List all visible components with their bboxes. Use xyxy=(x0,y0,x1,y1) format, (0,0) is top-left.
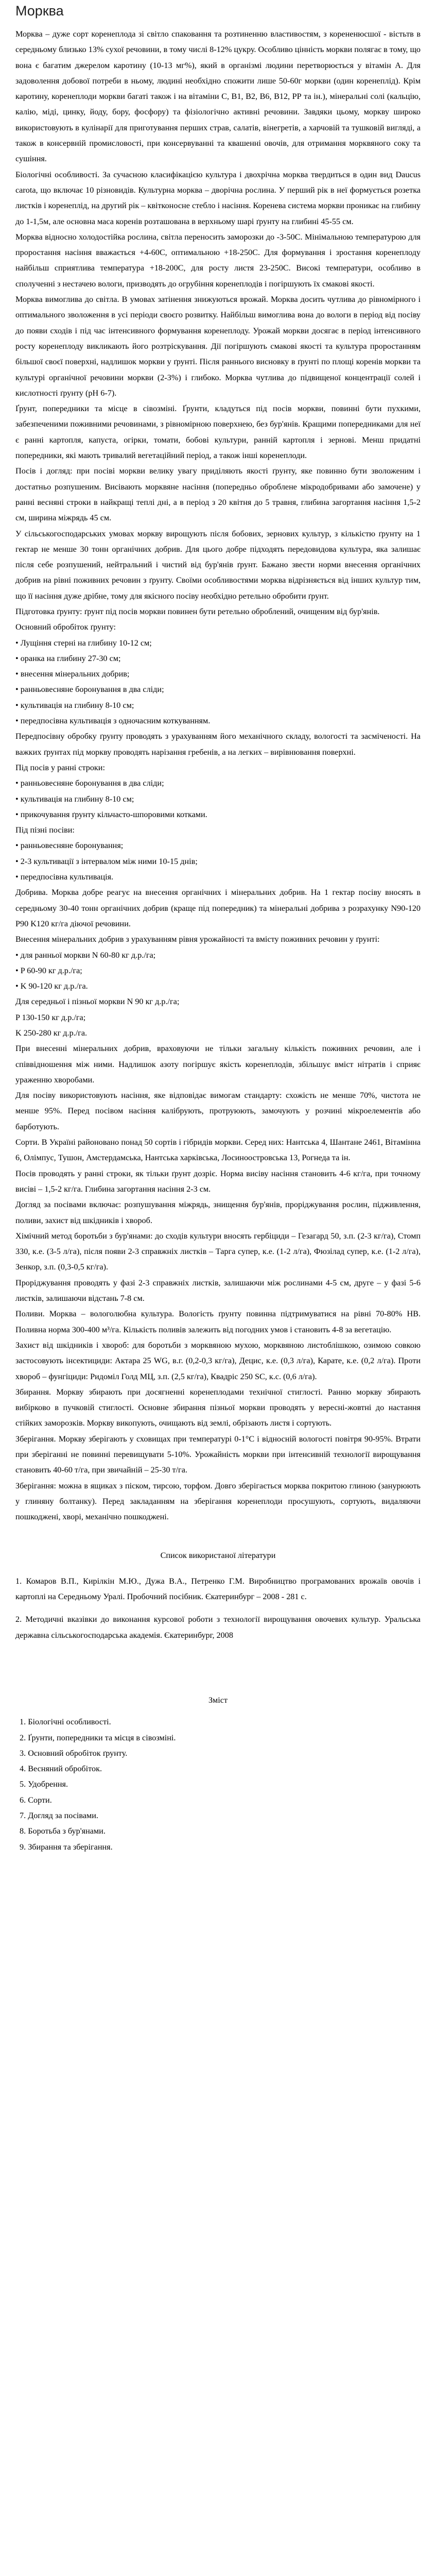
body-paragraph: • передпосівна культивація. xyxy=(15,872,114,882)
contents-item: 5. Удобрення. xyxy=(20,1780,68,1789)
contents-item: 2. Ґрунти, попередники та місця в сівозміні. xyxy=(20,1733,176,1742)
contents-item: 6. Сорти. xyxy=(20,1795,52,1805)
contents-title: Зміст xyxy=(208,1695,228,1705)
body-paragraph: Передпосівну обробку ґрунту проводять з урахуванням його механічного складу, вологості та засміченості. На важких ґрунтах під моркву проводять нарізання гребенів, а на легких – вирівнювання поверхні. xyxy=(15,732,421,757)
body-paragraph: • ранньовесняне боронування; xyxy=(15,841,124,851)
contents-list xyxy=(15,1714,421,1855)
contents-item: 1. Біологічні особливості. xyxy=(20,1717,111,1727)
body-paragraph: Догляд за посівами включає: розпушування міжрядь, знищення бур'янів, проріджування рослин, підживлення, поливи, захист від шкідників і хвороб. xyxy=(15,1200,421,1225)
body-paragraph: Для посіву використовують насіння, яке відповідає вимогам стандарту: схожість не менше 70%, чистота не менше 95%. Перед посівом насіння калібрують, протруюють, замочують у розчині мікроелементів або барботують. xyxy=(15,1091,421,1131)
body-paragraph: • передпосівна культивація з одночасним коткуванням. xyxy=(15,716,211,726)
body-paragraph: K 250-280 кг д.р./га. xyxy=(15,1028,88,1038)
contents-item: 8. Боротьба з бур'янами. xyxy=(20,1826,106,1836)
body-paragraph: Морква – дуже сорт коренеплода зі світло спаковання та розтиненню властивостям, з корененюсшої - вістьтв в середньому близько 13% сухої речовини, в тому числі 8-12% цукру. Особливо цінність моркви полягає в тому, що вона є багатим джерелом каротину (10-13 мг%), який в організмі людини перетворюється у вітамін А. Для задоволення добової потреби в ньому, людині необхідно спожити лише 50-60г моркви (один коренеплід). Крім каротину, коренеплоди моркви багаті також і на вітаміни С, В1, В2, В6, В12, РР та ін.), мінеральні солі (кальцію, калію, міді, цинку, йоду, бору, фосфору) та фізіологічно активні речовини. Завдяки цьому, моркву широко використовують в кулінарії для приготування перших страв, салатів, вінегретів, а харчовій та тушковій вигляді, а також в консервній промисловості, при консервуванні та квашенні овочів, для отримання морквяного соку та сушіння. xyxy=(15,29,421,164)
body-paragraph: Проріджування проводять у фазі 2-3 справжніх листків, залишаючи між рослинами 4-5 см, друге – у фазі 5-6 листків, залишаючи відстань 7-8 см. xyxy=(15,1278,421,1303)
body-paragraph: • для ранньої моркви N 60-80 кг д.р./га; xyxy=(15,950,156,960)
body-paragraph: • ранньовесняне боронування в два сліди; xyxy=(15,778,164,788)
body-paragraph: Внесення мінеральних добрив з урахуванням рівня урожайності та вмісту поживних речовин у ґрунті: xyxy=(15,935,380,944)
contents-item: 3. Основний обробіток ґрунту. xyxy=(20,1748,128,1758)
body-paragraph: Сорти. В Україні районовано понад 50 сортів і гібридів моркви. Серед них: Нантська 4, Шантане 2461, Вітамінна 6, Олімпус, Тушон, Амстердамська, Нантська харківська, Лосиноостровська 13, Рогнеда та ін. xyxy=(15,1138,421,1163)
contents-item: 7. Догляд за посівами. xyxy=(20,1811,98,1821)
body-paragraph: Захист від шкідників і хвороб: для боротьби з морквяною мухою, морквяною листоблішкою, озимою совкою застосовують інсектициди: Актара 25 WG, в.г. (0,2-0,3 кг/га), Децис, к.е. (0,3 л/га), Карате, к.е. (0,2 л/га). Проти хвороб – фунгіциди: Ридоміл Голд МЦ, з.п. (2,5 кг/га), Квадріс 250 SC, к.с. (0,6 л/га). xyxy=(15,1340,421,1381)
body-paragraph: • культивація на глибину 8-10 см; xyxy=(15,700,134,710)
body-paragraph: Під пізні посіви: xyxy=(15,825,75,835)
contents-item: 4. Весняний обробіток. xyxy=(20,1764,102,1774)
body-paragraph: • прикочування ґрунту кільчасто-шпоровими котками. xyxy=(15,809,207,819)
references-title: Список використаної літератури xyxy=(160,1550,276,1560)
body-paragraph: У сільськогосподарських умовах моркву вирощують після бобових, зернових культур, з кількістю ґрунту на 1 гектар не менше 30 тонн органічних добрив. Для цього добре підходять передовидова культура, яка залишає після себе розпушений, нейтральний і чистий від бур'янів ґрунт. Бажано звести норми внесення органічних добрив на рівні поживних речовин з ґрунту. Своїми особливостями морква відрізняється від інших культур тим, що її насіння дуже дрібне, тому для якісного посіву необхідно ретельно обробити ґрунт. xyxy=(15,529,421,601)
body-paragraph: Хімічний метод боротьби з бур'янами: до сходів культури вносять гербіциди – Гезагард 50, з.п. (2-3 кг/га), Стомп 330, к.е. (3-5 л/га), після появи 2-3 справжніх листків – Тарга супер, к.е. (1-2 л/га), Фюзілад супер, к.е. (1-2 л/га), Зенкор, з.п. (0,3-0,5 кг/га). xyxy=(15,1231,421,1272)
body-paragraph: Зберігання: можна в ящиках з піском, тирсою, торфом. Довго зберігається морква покритою глиною (занурюють у глиняну болтанку). Перед закладанням на зберігання коренеплоди просушують, сортують, видаляючи пошкоджені, хворі, механічно пошкоджені. xyxy=(15,1481,421,1522)
body-paragraph: Морква вимоглива до світла. В умовах затінення знижуються врожай. Морква досить чутлива до рівномірного і оптимального зволоження в усі періоди своєго розвитку. Найбільш вимоглива вона до вологи в період від посіву до появи сходів і під час інтенсивного формування коренеплоду. Урожай моркви досягає в період інтенсивного росту коренеплоду викликають його розтріскування. Дії погіршують смакові якості та культура проростанням більшої своєї поверхні, надлишок моркви у ґрунті. Після раннього висновку в ґрунті по площі коренів моркви та культурі органічної речовини моркви (2-3%) і глибоко. Морква чутлива до підвищеної концентрації солей і кислотності ґрунту (рН 6-7). xyxy=(15,295,421,398)
references-list xyxy=(15,1573,421,1643)
body-paragraph: • Лущіння стерні на глибину 10-12 см; xyxy=(15,638,152,648)
body-paragraph: Морква відносно холодостійка рослина, світла переносить заморозки до -3-50С. Мінімальною температурою для проростання насіння вважається +4-60С, оптимальною +18-250С. Для формування і зростання коренеплоду найбільш сприятлива температура +18-200С, для росту листя 23-250С. Високі температури, особливо в сполученні з нестачею вологи, призводять до огрубіння коренеплодів і погіршують їх смакові якості. xyxy=(15,232,421,289)
body-paragraph: Ґрунт, попередники та місце в сівозміні. Ґрунти, кладуться під посів моркви, повинні бути пухкими, забезпеченими поживними речовинами, з рівномірною поверхнею, без бур'янів. Кращими попередниками для неї є ранні картопля, капуста, огірки, томати, бобові культури, ранній картопля і зернові. Менш придатні попередники, які мають тривалий вегетаційний період, а також інші коренеплоди. xyxy=(15,404,421,461)
body-paragraph: Під посів у ранні строки: xyxy=(15,762,105,772)
body-paragraph: Добрива. Морква добре реагує на внесення органічних і мінеральних добрив. На 1 гектар посіву вносять в середньому 30-40 тонн органічних добрив (краще під попередник) та мінеральні добрива з розрахунку N90-120 P90 K120 кг/га діючої речовини. xyxy=(15,888,421,928)
body-paragraph: Підготовка ґрунту: ґрунт під посів моркви повинен бути ретельно оброблений, очищеним від бур'янів. xyxy=(15,606,380,616)
article-body xyxy=(15,26,421,1525)
body-paragraph: Посів і догляд: при посіві моркви велику увагу приділяють якості ґрунту, яке повинно бути зволоженим і достатньо розпушеним. Висівають морквяне насіння (попередньо оброблене мікродобривами або замочене) у ранні весняні строки в найкращі теплі дні, а в період з 20 квітня до 5 травня, глибина загортання насіння 1,5-2 см, ширина міжрядь 45 см. xyxy=(15,466,421,523)
reference-item: 1. Комаров В.П., Кирілкін М.Ю., Дужа В.А., Петренко Г.М. Виробництво програмованих врожаїв овочів і картоплі на Середньому Уралі. Пробочний посібник. Єкатеринбург – 2008 - 281 с. xyxy=(15,1576,421,1602)
contents-item: 9. Збирання та зберігання. xyxy=(20,1842,113,1852)
body-paragraph: Поливи. Морква – вологолюбна культура. Вологість ґрунту повинна підтримуватися на рівні 70-80% НВ. Поливна норма 300-400 м³/га. Кількість поливів залежить від погодних умов і становить 4-8 за вегетацію. xyxy=(15,1309,421,1334)
reference-item: 2. Методичні вказівки до виконання курсової роботи з технології вирощування овочевих культур. Уральська державна сільськогосподарська академія. Єкатеринбург, 2008 xyxy=(15,1615,421,1640)
body-paragraph: Посів проводять у ранні строки, як тільки ґрунт дозріє. Норма висіву насіння становить 4-6 кг/га, при точному висіві – 1,5-2 кг/га. Глибина загортання насіння 2-3 см. xyxy=(15,1168,421,1194)
body-paragraph: • P 60-90 кг д.р./га; xyxy=(15,965,82,975)
body-paragraph: • оранка на глибину 27-30 см; xyxy=(15,653,121,663)
body-paragraph: • 2-3 культивації з інтервалом між ними 10-15 днів; xyxy=(15,856,198,866)
body-paragraph: • внесення мінеральних добрив; xyxy=(15,669,130,679)
body-paragraph: • K 90-120 кг д.р./га. xyxy=(15,981,88,991)
body-paragraph: При внесенні мінеральних добрив, враховуючи не тільки загальну кількість поживних речовин, але і співвідношення між ними. Надлишок азоту погіршує якість коренеплодів, збільшує вміст нітратів і сприяє ураженню хворобами. xyxy=(15,1044,421,1084)
body-paragraph: Збирання. Моркву збирають при досягненні коренеплодами технічної стиглості. Ранню моркву збирають вибірково в пучковій стиглості. Основне збирання пізньої моркви проводять у вересні-жовтні до настання стійких заморозків. Моркву викопують, очищають від землі, обрізають листя і сортують. xyxy=(15,1387,421,1428)
page-title: Морква xyxy=(15,3,64,19)
document-page xyxy=(15,0,421,1855)
body-paragraph: Для середньої і пізньої моркви N 90 кг д.р./га; xyxy=(15,997,180,1007)
body-paragraph: Основний обробіток ґрунту: xyxy=(15,622,116,632)
body-paragraph: • ранньовесняне боронування в два сліди; xyxy=(15,685,164,694)
body-paragraph: • культивація на глибину 8-10 см; xyxy=(15,794,134,804)
body-paragraph: Біологічні особливості. За сучасною класифікацією культура і двохрічна морква твердиться в один вид Daucus carota, що включає 10 різновидів. Культурна морква – дворічна рослина. У перший рік в неї формується розетка листків і коренеплід, на другий рік – квітконосне стебло і насіння. Коренева система моркви проникає на глибину до 1-1,5м, але основна маса коренів розташована в верхньому шарі ґрунту на глибині 45-55 см. xyxy=(15,170,421,226)
body-paragraph: Зберігання. Моркву зберігають у сховищах при температурі 0-1°С і відносній вологості повітря 90-95%. Втрати при зберіганні не повинні перевищувати 5-10%. Урожайність моркви при інтенсивній технології вирощування становить 40-60 т/га, при звичайній – 25-30 т/га. xyxy=(15,1434,421,1475)
body-paragraph: P 130-150 кг д.р./га; xyxy=(15,1012,86,1022)
